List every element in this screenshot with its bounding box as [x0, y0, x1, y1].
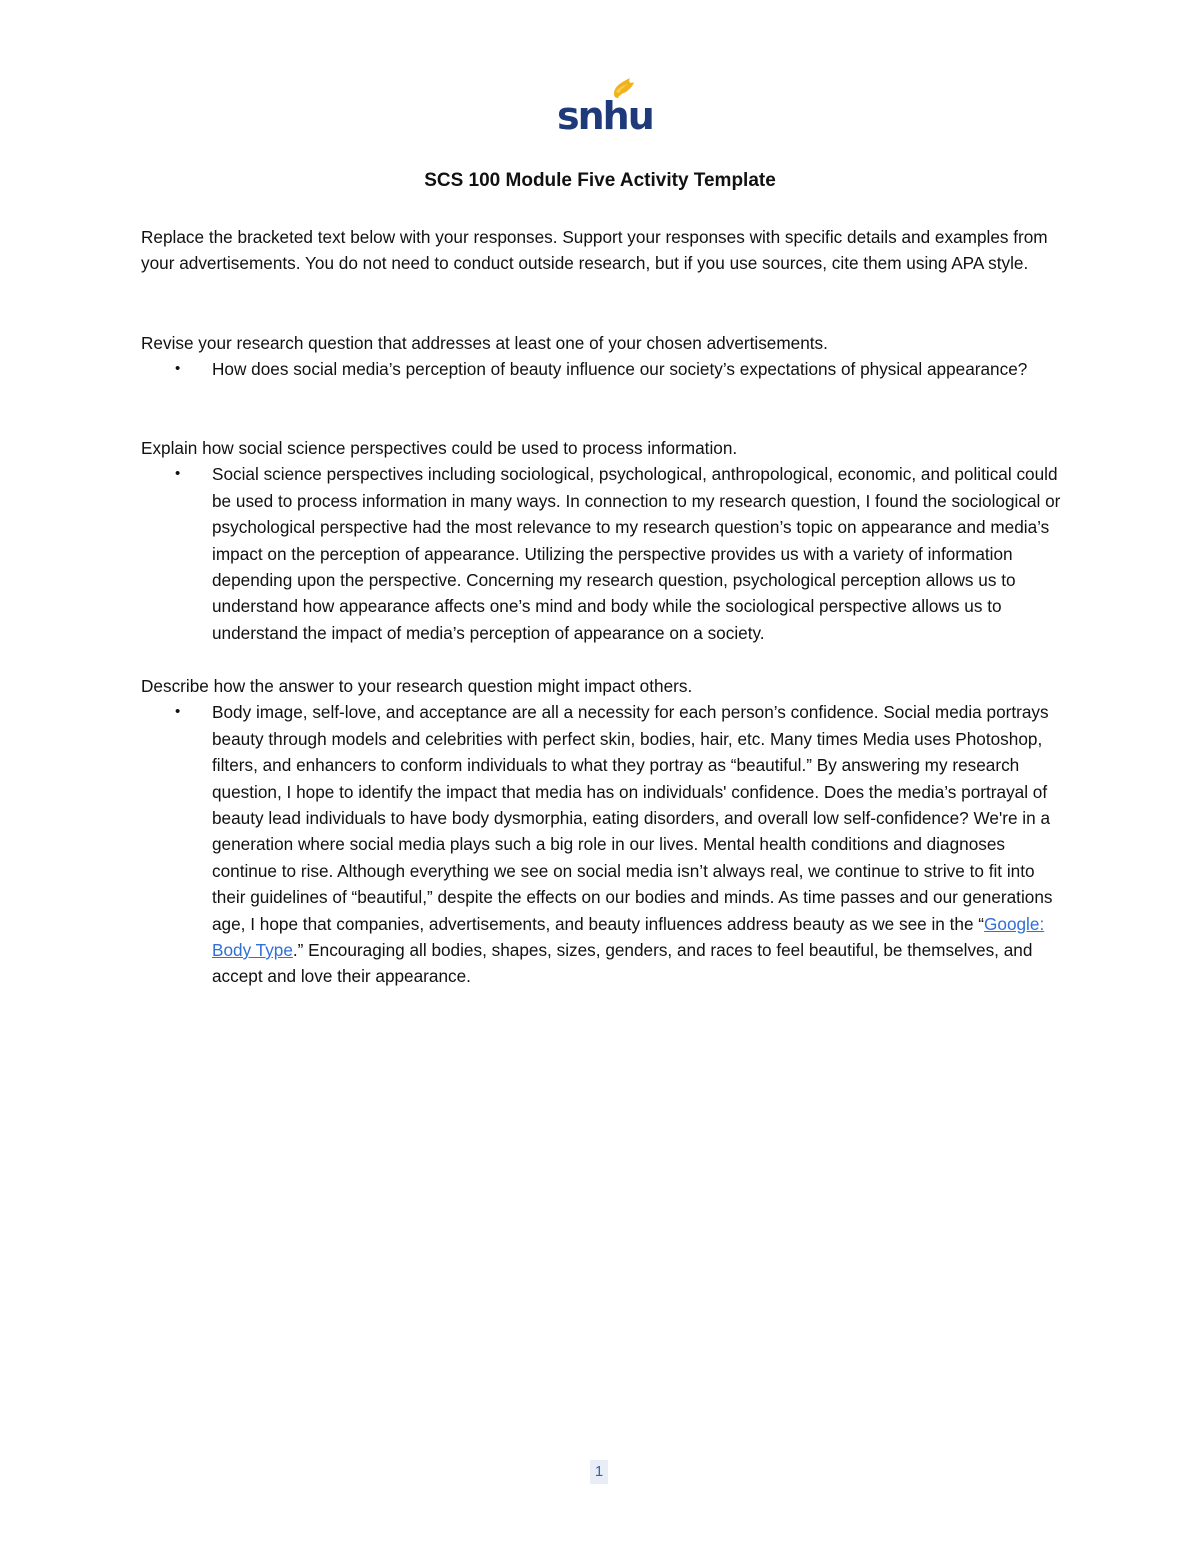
list-item: [175, 461, 1066, 646]
answer-text: Social science perspectives including sociological, psychological, anthropological, economic, and political could be used to process information in many ways. In connection to my research question, I found the sociological or psychological perspective had the most relevance to my research question’s topic on appearance and media’s impact on the perception of appearance. Utilizing the perspective provides us with a variety of information depending upon the perspective. Concerning my research question, psychological perception allows us to understand how appearance affects one’s mind and body while the sociological perspective allows us to understand the impact of media’s perception of appearance on a society.: [212, 464, 1061, 643]
section-prompt: Explain how social science perspectives could be used to process information.: [141, 438, 738, 458]
google-body-type-link[interactable]: Google: Body Type: [212, 913, 1045, 961]
section-prompt: Describe how the answer to your research question might impact others.: [141, 676, 693, 696]
answer-text-before-link: Body image, self-love, and acceptance are all a necessity for each person’s confidence. Social media portrays beauty through models and celebrities with perfect skin, bodies, hair, etc. Many times Media uses Photoshop, filters, and enhancers to conform individuals to what they portray as “beautiful.” By answering my research question, I hope to identify the impact that media has on individuals' confidence. Does the media’s portrayal of beauty lead individuals to have body dysmorphia, eating disorders, and overall low self-confidence? We're in a generation where social media plays such a big role in our lives. Mental health conditions and diagnoses continue to rise. Although everything we see on social media isn’t always real, we continue to strive to fit into their guidelines of “beautiful,” despite the effects on our bodies and minds. As time passes and our generations age, I hope that companies, advertisements, and beauty influences address beauty as we see in the “: [212, 702, 1053, 934]
document-title: SCS 100 Module Five Activity Template: [424, 170, 776, 191]
list-item: [175, 699, 1066, 989]
section-research-question: [141, 330, 1066, 383]
instructions-paragraph: Replace the bracketed text below with your responses. Support your responses with specific details and examples from your advertisements. You do not need to conduct outside research, but if you use sources, cite them using APA style.: [141, 227, 1048, 274]
bullet-icon: •: [175, 465, 181, 483]
snhu-logo-graphic: [556, 72, 653, 138]
section-perspectives: [141, 435, 1066, 646]
snhu-logo: [556, 72, 653, 138]
answer-list: [141, 461, 1066, 646]
page-number: 1: [590, 1460, 608, 1484]
answer-text: How does social media’s perception of beauty influence our society’s expectations of physical appearance?: [212, 359, 1028, 380]
answer-list: [141, 699, 1066, 989]
section-prompt: Revise your research question that addresses at least one of your chosen advertisements.: [141, 333, 828, 353]
answer-text: [212, 702, 1052, 986]
bullet-icon: •: [175, 360, 181, 378]
section-impact: [141, 673, 1066, 990]
svg-text:snhu: snhu: [557, 94, 653, 138]
bullet-icon: •: [175, 703, 181, 721]
answer-text-after-link: .” Encouraging all bodies, shapes, sizes, genders, and races to feel beautiful, be themselves, and accept and love their appearance.: [212, 940, 1033, 987]
list-item: [175, 356, 1066, 382]
answer-list: [141, 356, 1066, 382]
